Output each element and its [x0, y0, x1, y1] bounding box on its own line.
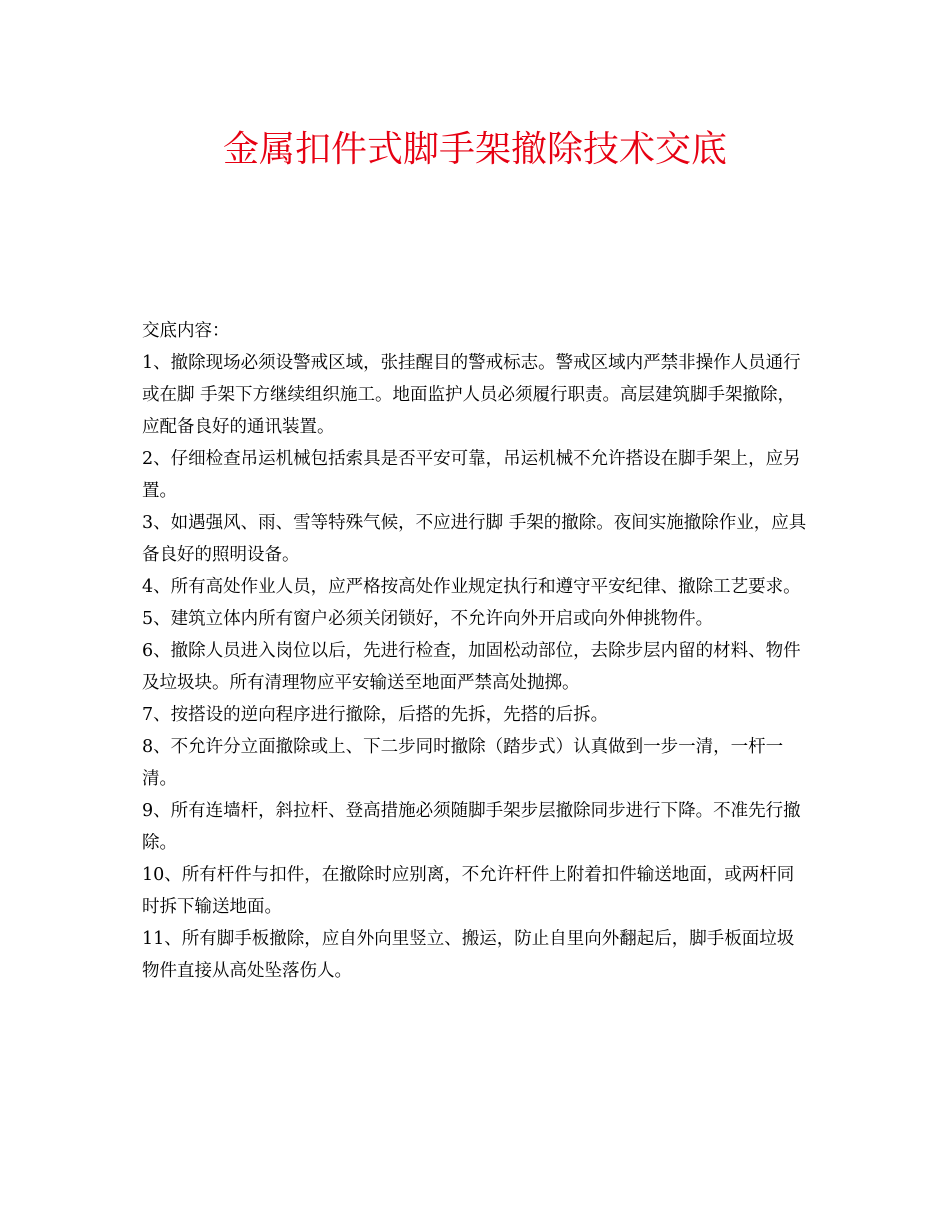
document-body: [142, 315, 810, 987]
paragraph-item-5: 5、建筑立体内所有窗户必须关闭锁好，不允许向外开启或向外伸挑物件。: [142, 609, 714, 629]
paragraph-item-7: 7、按搭设的逆向程序进行撤除，后搭的先拆，先搭的后拆。: [142, 705, 609, 725]
intro-label: 交底内容：: [142, 321, 230, 341]
paragraph-item-3: 3、如遇强风、雨、雪等特殊气候，不应进行脚 手架的撤除。夜间实施撤除作业，应具备良好的照明设备。: [142, 513, 807, 565]
paragraph-item-9: 9、所有连墙杆，斜拉杆、登高措施必须随脚手架步层撤除同步进行下降。不准先行撤除。: [142, 801, 801, 853]
document-title: 金属扣件式脚手架撤除技术交底: [222, 129, 727, 170]
paragraph-item-10: 10、所有杆件与扣件，在撤除时应别离，不允许杆件上附着扣件输送地面，或两杆同时拆下输送地面。: [142, 865, 795, 917]
paragraph-item-4: 4、所有高处作业人员，应严格按高处作业规定执行和遵守平安纪律、撤除工艺要求。: [142, 577, 801, 597]
paragraph-item-1: 1、撤除现场必须设警戒区域，张挂醒目的警戒标志。警戒区域内严禁非操作人员通行或在脚 手架下方继续组织施工。地面监护人员必须履行职责。高层建筑脚手架撤除，应配备良好的通讯装置。: [142, 353, 801, 437]
paragraph-item-2: 2、仔细检查吊运机械包括索具是否平安可靠，吊运机械不允许搭设在脚手架上，应另置。: [142, 449, 801, 501]
paragraph-item-8: 8、不允许分立面撤除或上、下二步同时撤除（踏步式）认真做到一步一清，一杆一清。: [142, 737, 784, 789]
paragraph-item-6: 6、撤除人员进入岗位以后，先进行检查，加固松动部位，去除步层内留的材料、物件及垃圾块。所有清理物应平安输送至地面严禁高处抛掷。: [142, 641, 801, 693]
paragraph-item-11: 11、所有脚手板撤除，应自外向里竖立、搬运，防止自里向外翻起后，脚手板面垃圾物件直接从高处坠落伤人。: [142, 929, 795, 981]
